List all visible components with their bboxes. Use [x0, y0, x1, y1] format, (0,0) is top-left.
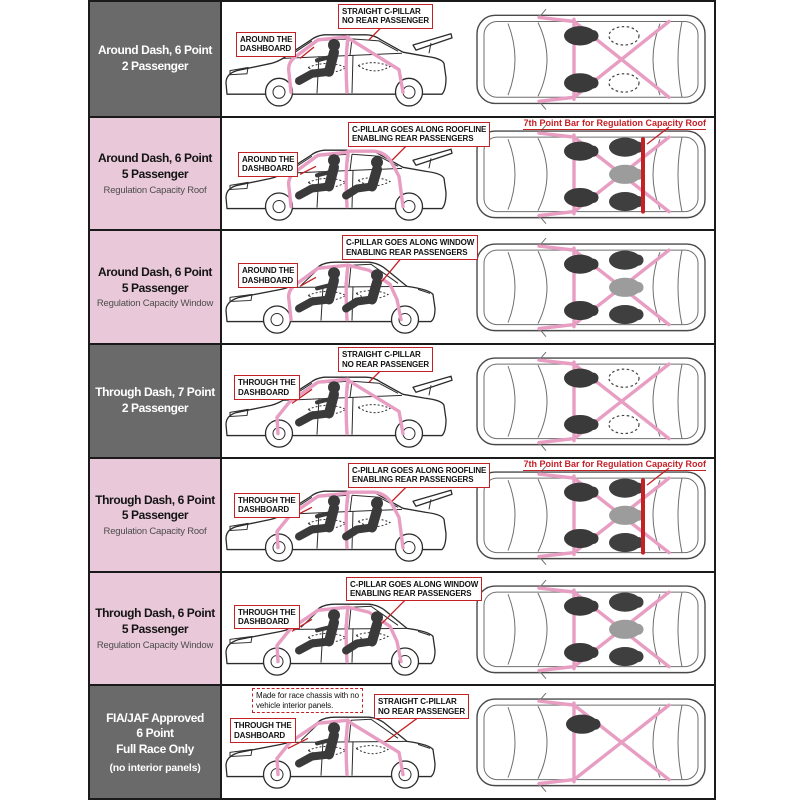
table-row — [90, 343, 714, 457]
row-title-line: FIA/JAF Approved — [106, 710, 204, 725]
row-illustration — [222, 118, 714, 230]
row-label — [90, 686, 222, 798]
row-title — [98, 151, 212, 182]
row-label — [90, 118, 222, 230]
cpillar-callout — [338, 4, 433, 29]
cpillar-callout — [348, 122, 490, 147]
callout-line: ENABLING REAR PASSENGERS — [350, 589, 472, 598]
dashboard-callout — [230, 718, 296, 743]
rollcage-configuration-table — [88, 0, 716, 800]
row-label — [90, 231, 222, 343]
callout-line: THROUGH THE — [238, 378, 296, 388]
seventh-point-note: 7th Point Bar for Regulation Capacity Roof — [523, 117, 706, 128]
row-subtitle: Regulation Capacity Window — [96, 298, 214, 310]
row-illustration — [222, 573, 714, 685]
callout-line: AROUND THE — [242, 266, 295, 276]
callout-line: C-PILLAR GOES ALONG WINDOW — [346, 238, 475, 248]
callout-line: THROUGH THE — [238, 607, 296, 617]
row-subtitle: Regulation Capacity Roof — [103, 525, 207, 537]
row-subtitle: Regulation Capacity Roof — [103, 184, 207, 196]
callout-line: C-PILLAR GOES ALONG ROOFLINE — [352, 124, 487, 134]
row-title — [98, 265, 212, 296]
dashboard-callout — [234, 605, 300, 630]
row-label — [90, 2, 222, 116]
top-view-car — [477, 9, 705, 109]
row-illustration — [222, 2, 714, 116]
row-subtitle: (no interior panels) — [109, 761, 201, 774]
callout-line: C-PILLAR GOES ALONG ROOFLINE — [352, 465, 487, 475]
row-title-line: Through Dash, 6 Point — [95, 492, 215, 507]
row-title-line: 5 Passenger — [121, 167, 189, 182]
callout-line: DASHBOARD — [242, 275, 294, 285]
table-row — [90, 457, 714, 571]
row-title — [95, 493, 215, 524]
callout-line: STRAIGHT C-PILLAR — [342, 350, 421, 360]
cpillar-callout — [338, 347, 433, 372]
top-view-car — [477, 466, 705, 565]
row-title-line: Full Race Only — [116, 741, 194, 756]
row-title-line: Around Dash, 6 Point — [97, 151, 212, 166]
row-illustration — [222, 459, 714, 571]
cpillar-callout — [342, 235, 478, 260]
row-illustration — [222, 345, 714, 457]
row-title-line: 2 Passenger — [121, 400, 189, 415]
row-title — [95, 385, 215, 416]
top-view-car — [477, 580, 705, 679]
callout-line: NO REAR PASSENGER — [342, 16, 430, 26]
seventh-point-note: 7th Point Bar for Regulation Capacity Roof — [523, 458, 706, 469]
row-label — [90, 459, 222, 571]
row-illustration — [222, 231, 714, 343]
callout-line: DASHBOARD — [238, 387, 290, 397]
callout-line: C-PILLAR GOES ALONG WINDOW — [350, 579, 479, 589]
dashboard-callout — [238, 152, 298, 177]
row-title-line: Through Dash, 7 Point — [95, 385, 215, 400]
row-subtitle: Regulation Capacity Window — [96, 639, 214, 651]
car-diagram — [222, 2, 714, 116]
row-title-line: 2 Passenger — [121, 58, 189, 73]
callout-line: Made for race chassis with no — [256, 691, 359, 701]
row-title — [98, 43, 212, 74]
row-title-line: 5 Passenger — [121, 621, 189, 636]
row-title-line: 5 Passenger — [121, 280, 189, 295]
dashboard-callout — [234, 375, 300, 400]
dashboard-callout — [236, 32, 296, 57]
callout-line: ENABLING REAR PASSENGERS — [352, 134, 474, 144]
car-diagram — [222, 345, 714, 457]
callout-line: NO REAR PASSENGER — [378, 706, 466, 716]
row-title-line: Around Dash, 6 Point — [97, 43, 212, 58]
top-view-car — [477, 693, 705, 792]
callout-line: ENABLING REAR PASSENGERS — [346, 247, 468, 257]
row-label — [90, 345, 222, 457]
row-label — [90, 573, 222, 685]
dashboard-callout — [234, 493, 300, 518]
callout-line: DASHBOARD — [240, 44, 292, 54]
row-title-line: Around Dash, 6 Point — [97, 265, 212, 280]
row-title-line: Through Dash, 6 Point — [95, 606, 215, 621]
callout-line: vehicle interior panels. — [256, 700, 334, 710]
callout-line: AROUND THE — [240, 35, 293, 44]
callout-line: STRAIGHT C-PILLAR — [342, 7, 421, 16]
race-chassis-note — [252, 688, 363, 713]
row-illustration — [222, 686, 714, 798]
callout-line: DASHBOARD — [238, 505, 290, 515]
cpillar-callout — [348, 463, 490, 488]
table-row — [90, 2, 714, 116]
table-row — [90, 229, 714, 343]
callout-line: AROUND THE — [242, 154, 295, 164]
callout-line: THROUGH THE — [234, 721, 292, 731]
row-title-line: 6 Point — [136, 726, 174, 741]
cpillar-callout — [374, 694, 469, 719]
cpillar-callout — [346, 577, 482, 602]
row-title — [95, 606, 215, 637]
row-title — [106, 711, 204, 758]
callout-line: NO REAR PASSENGER — [342, 359, 430, 369]
table-row — [90, 116, 714, 230]
callout-line: DASHBOARD — [242, 164, 294, 174]
row-title-line: 5 Passenger — [121, 508, 189, 523]
top-view-car — [477, 125, 705, 224]
top-view-car — [477, 238, 705, 337]
callout-line: DASHBOARD — [238, 617, 290, 626]
table-row — [90, 684, 714, 798]
dashboard-callout — [238, 263, 298, 288]
table-row — [90, 571, 714, 685]
callout-line: DASHBOARD — [234, 730, 286, 740]
callout-line: STRAIGHT C-PILLAR — [378, 697, 457, 707]
callout-line: ENABLING REAR PASSENGERS — [352, 475, 474, 485]
top-view-car — [477, 352, 705, 451]
callout-line: THROUGH THE — [238, 495, 296, 505]
